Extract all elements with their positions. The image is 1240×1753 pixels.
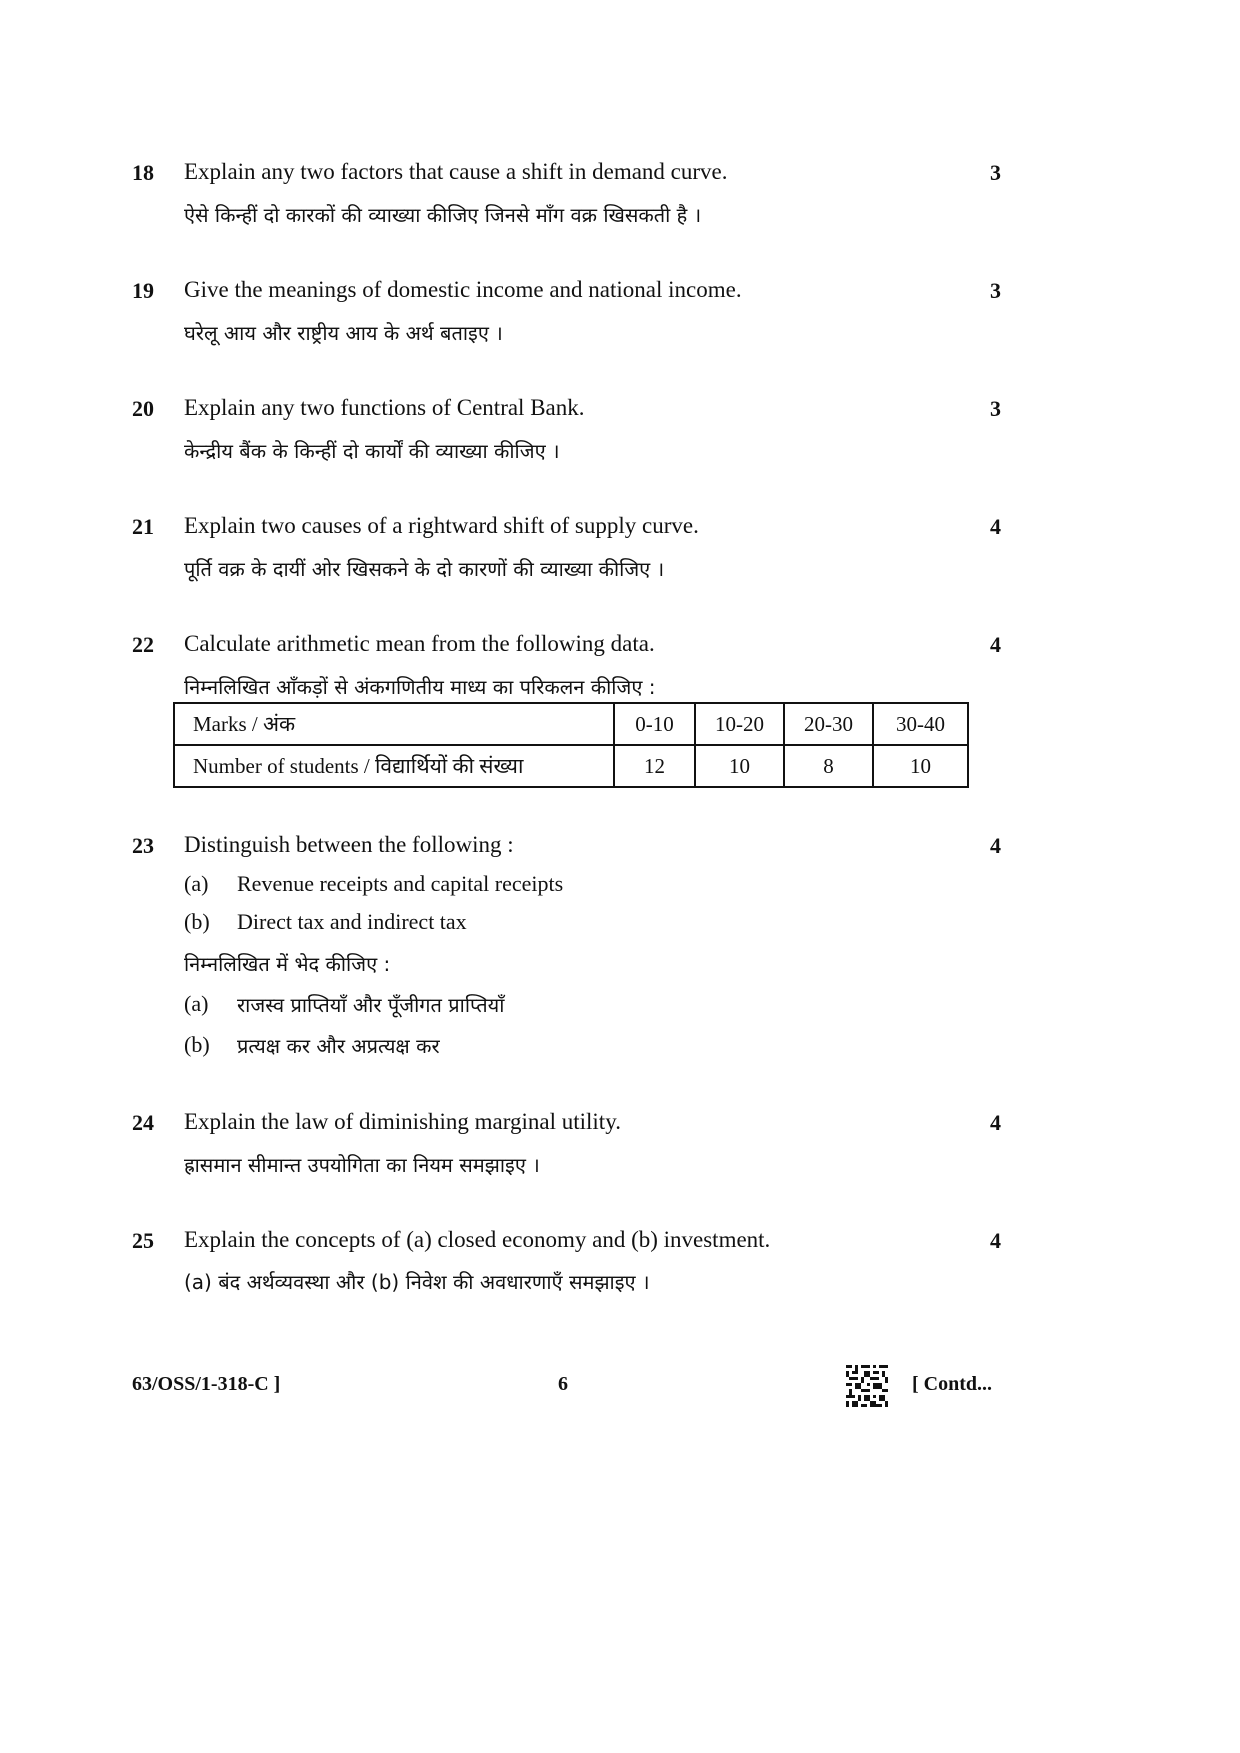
question-number: 21 <box>132 514 154 539</box>
question-text-hi: निम्नलिखित आँकड़ों से अंकगणितीय माध्य का परिकलन कीजिए : <box>184 675 656 699</box>
question-text-hi: ह्रासमान सीमान्त उपयोगिता का नियम समझाइए । <box>184 1153 540 1177</box>
question-marks: 4 <box>990 1110 1001 1135</box>
subpart-label: (b) <box>184 1032 210 1057</box>
subpart-text-hi: प्रत्यक्ष कर और अप्रत्यक्ष कर <box>237 1034 440 1058</box>
subpart-label: (a) <box>184 871 209 896</box>
table-cell: 10 <box>873 745 968 787</box>
continued-label: [ Contd... <box>912 1373 993 1395</box>
qr-code-icon <box>846 1365 888 1407</box>
question-marks: 4 <box>990 632 1001 657</box>
page-number: 6 <box>558 1373 568 1395</box>
question-text-en: Calculate arithmetic mean from the following data. <box>184 631 655 656</box>
question-marks: 3 <box>990 160 1001 185</box>
question-number: 23 <box>132 833 154 858</box>
paper-code: 63/OSS/1-318-C ] <box>132 1373 281 1395</box>
question-marks: 4 <box>990 514 1001 539</box>
question-text-en: Explain any two functions of Central Bank. <box>184 395 585 420</box>
question-text-en: Explain any two factors that cause a shift in demand curve. <box>184 159 728 184</box>
subpart-text-en: Direct tax and indirect tax <box>237 909 467 934</box>
table-cell: 8 <box>784 745 873 787</box>
table-header-label: Marks / अंक <box>174 703 614 745</box>
table-row <box>174 745 968 787</box>
question-text-hi: ऐसे किन्हीं दो कारकों की व्याख्या कीजिए जिनसे माँग वक्र खिसकती है । <box>184 203 702 227</box>
question-text-en: Explain two causes of a rightward shift of supply curve. <box>184 513 699 538</box>
question-marks: 3 <box>990 278 1001 303</box>
table-header-cell: 30-40 <box>873 703 968 745</box>
subpart-label: (a) <box>184 991 209 1016</box>
question-number: 25 <box>132 1228 154 1253</box>
question-text-hi: निम्नलिखित में भेद कीजिए : <box>184 952 391 976</box>
subpart-text-en: Revenue receipts and capital receipts <box>237 871 564 896</box>
question-marks: 4 <box>990 833 1001 858</box>
question-number: 18 <box>132 160 154 185</box>
question-text-hi: (a) बंद अर्थव्यवस्था और (b) निवेश की अवधारणाएँ समझाइए । <box>184 1270 650 1294</box>
subpart-label: (b) <box>184 909 210 934</box>
question-text-en: Explain the concepts of (a) closed economy and (b) investment. <box>184 1227 771 1252</box>
table-header-cell: 10-20 <box>695 703 784 745</box>
question-number: 20 <box>132 396 154 421</box>
question-number: 19 <box>132 278 154 303</box>
question-marks: 3 <box>990 396 1001 421</box>
table-header-row <box>174 703 968 745</box>
question-text-hi: घरेलू आय और राष्ट्रीय आय के अर्थ बताइए । <box>184 321 503 345</box>
table-header-cell: 20-30 <box>784 703 873 745</box>
table-cell: 12 <box>614 745 695 787</box>
question-text-en: Give the meanings of domestic income and national income. <box>184 277 742 302</box>
question-marks: 4 <box>990 1228 1001 1253</box>
subpart-text-hi: राजस्व प्राप्तियाँ और पूँजीगत प्राप्तियाँ <box>237 993 505 1017</box>
question-number: 22 <box>132 632 154 657</box>
question-number: 24 <box>132 1110 154 1135</box>
question-text-hi: केन्द्रीय बैंक के किन्हीं दो कार्यों की व्याख्या कीजिए । <box>184 439 560 463</box>
table-header-cell: 0-10 <box>614 703 695 745</box>
question-text-en: Distinguish between the following : <box>184 832 514 857</box>
marks-distribution-table <box>173 702 969 788</box>
table-row-label: Number of students / विद्यार्थियों की संख्या <box>174 745 614 787</box>
question-text-hi: पूर्ति वक्र के दायीं ओर खिसकने के दो कारणों की व्याख्या कीजिए । <box>184 557 665 581</box>
question-text-en: Explain the law of diminishing marginal utility. <box>184 1109 621 1134</box>
table-cell: 10 <box>695 745 784 787</box>
